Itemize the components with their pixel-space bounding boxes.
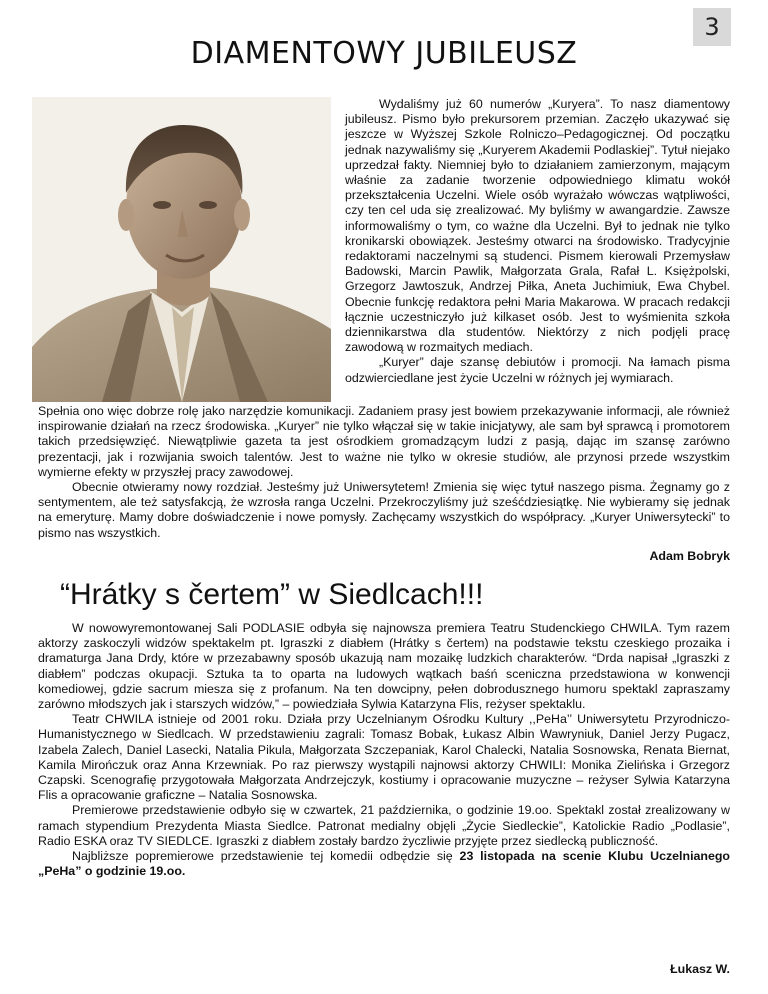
article-title-hratky: “Hrátky s čertem” w Siedlcach!!! bbox=[60, 578, 484, 611]
article2-author: Łukasz W. bbox=[670, 962, 730, 976]
article1-paragraph2-start: „Kuryer” daje szansę debiutów i promocji. Na łamach pisma odzwierciedlane jest życie Uczelni w różnych jej wymiarach. bbox=[345, 355, 730, 385]
article2-paragraph3: Premierowe przedstawienie odbyło się w czwartek, 21 października, o godzinie 19.oo. Spektakl został zrealizowany w ramach stypendium Prezydenta Miasta Siedlce. Patronat medialny objęli „Życie Siedleckie”, Katolickie Radio „Podlasie”, Radio ESKA oraz TV SIEDLCE. Igraszki z diabłem zostały bardzo życzliwie przyjęte przez siedlecką publiczność. bbox=[38, 803, 730, 848]
article2-paragraph4-text: Najbliższe popremierowe przedstawienie tej komedii odbędzie się bbox=[72, 849, 460, 864]
article1-paragraph3: Obecnie otwieramy nowy rozdział. Jesteśmy już Uniwersytetem! Zmienia się więc tytuł naszego pisma. Żegnamy go z sentymentem, ale też satysfakcją, że wzrosła ranga Uczelni. Przekroczyliśmy już sześćdziesiątkę. Nie wybieramy się jednak na emeryturę. Mamy dobre doświadczenie i nowe pomysły. Zachęcamy wszystkich do współpracy. „Kuryer Uniwersytecki” to pismo nas wszystkich. bbox=[38, 480, 730, 540]
portrait-photo-icon bbox=[32, 97, 331, 402]
article-title-diamentowy: DIAMENTOWY JUBILEUSZ bbox=[190, 36, 578, 71]
page-number: 3 bbox=[693, 8, 731, 46]
article1-paragraph1: Wydaliśmy już 60 numerów „Kuryera”. To nasz diamentowy jubileusz. Pismo było prekursorem przemian. Zaczęło ukazywać się jeszcze w Wyższej Szkole Rolniczo–Pedagogicznej. Od początku jednak nazywaliśmy się „Kuryerem Akademii Podlaskiej”. Tytuł niejako uprzedzał fakty. Niemniej było to działaniem zamierzonym, mającym właśnie za zadanie tworzenie odpowiedniego klimatu wokół przekształcenia Uczelni. Wiele osób wyrażało wówczas wątpliwości, czy ten cel uda się zrealizować. My byliśmy w awangardzie. Zawsze informowaliśmy o tym, co ważne dla Uczelni. Był to jednak nie tylko kronikarski obowiązek. Jesteśmy otwarci na środowisko. Tradycyjnie redaktorami naczelnymi są studenci. Pismem kierowali Przemysław Badowski, Marcin Pawlik, Małgorzata Grala, Rafał L. Księżpolski, Grzegorz Jawtoszuk, Andrzej Piłka, Aneta Juchimiuk, Ewa Chybel. Obecnie funkcję redaktora pełni Maria Makarowa. W pracach redakcji łącznie uczestniczyło już kilkaset osób. Jest to wyśmienita szkoła dziennikarstwa dla studentów. Niektórzy z nich podjęli pracę zawodową w rozmaitych mediach. bbox=[345, 97, 730, 355]
article2-paragraph4 bbox=[38, 849, 730, 879]
article2-paragraph1: W nowowyremontowanej Sali PODLASIE odbyła się najnowsza premiera Teatru Studenckiego CHWILA. Tym razem aktorzy zaskoczyli widzów spektakelm pt. Igraszki z diabłem (Hrátky s čertem) na podstawie tekstu czeskiego prozaika i dramaturga Jana Drdy, które w przezabawny sposób ukazują nam mozaikę ludzkich charakterów. “Drda napisał „Igraszki z diabłem” podczas okupacji. Sztuka ta to oparta na ludowych wątkach baśń sceniczna przedstawiona w konwencji komediowej, gdzie sacrum miesza się z profanum. Na ten dowcipny, pełen dobrodusznego humoru spektakl zapraszamy zarówno młodszych jak i starszych widzów,” – powiedziała Sylwia Katarzyna Flis, reżyser spektaklu. bbox=[38, 621, 730, 712]
article1-author: Adam Bobryk bbox=[649, 549, 730, 563]
article1-paragraph2-continued: Spełnia ono więc dobrze rolę jako narzędzie komunikacji. Zadaniem prasy jest bowiem przekazywanie informacji, ale również inspirowanie działań na rzecz środowiska. „Kuryer” nie tylko włączał się w takie inicjatywy, ale sam był sprawcą i promotorem takich przedsięwzięć. Niewątpliwie gazeta ta jest ośrodkiem gromadzącym ludzi z pasją, dając im szansę zarówno prezentacji, jak i rozwijania swoich talentów. Jest to ważne nie tylko w okresie studiów, ale przynosi przede wszystkim wymierne efekty w przyszłej pracy zawodowej. bbox=[38, 404, 730, 479]
article1-full-width bbox=[38, 404, 730, 541]
article2-body bbox=[38, 621, 730, 879]
article2-paragraph4-bold: 23 listopada na scenie Klubu Uczelnianego „PeHa” o godzinie 19.oo. bbox=[38, 849, 730, 879]
article1-right-column bbox=[345, 97, 730, 386]
article2-paragraph2: Teatr CHWILA istnieje od 2001 roku. Działa przy Uczelnianym Ośrodku Kultury ,,PeHa’’ Uniwersytetu Przyrodniczo-Humanistycznego w Siedlcach. W przedstawieniu zagrali: Tomasz Bobak, Łukasz Albin Wawryniuk, Daniel Jerzy Pugacz, Izabela Zalech, Daniel Lasecki, Natalia Pikula, Małgorzata Szczepaniak, Karol Chalecki, Natalia Sosnowska, Renata Biernat, Kamila Mirończuk oraz Anna Krzewniak. Po raz pierwszy wystąpili najnowsi aktorzy CHWILI: Monika Zielińska i Grzegorz Czapski. Scenografię przygotowała Małgorzata Andrzejczyk, kostiumy i opracowanie muzyczne – reżyser Sylwia Katarzyna Flis a opracowanie graficzne – Natalia Sosnowska. bbox=[38, 712, 730, 803]
